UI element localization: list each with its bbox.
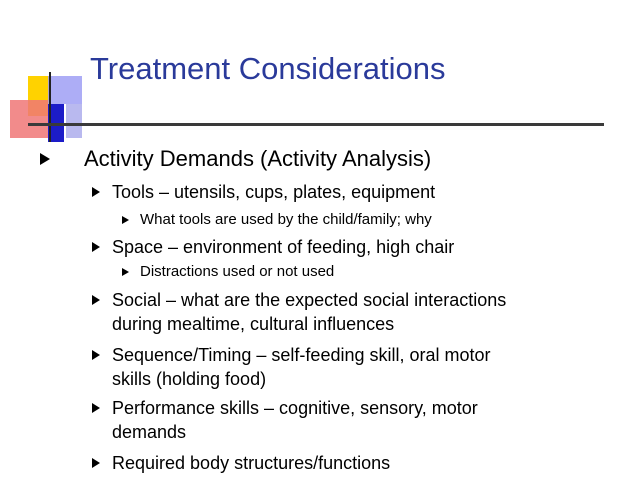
bullet-text: Required body structures/functions [112, 453, 391, 473]
bullet-text-line-2: skills (holding food) [112, 369, 267, 389]
bullet-text-line-1: Performance skills – cognitive, sensory, motor [112, 398, 478, 418]
bullet-icon [92, 295, 100, 305]
bullet-text: Activity Demands (Activity Analysis) [84, 146, 432, 171]
decorative-lavender-bar [66, 104, 82, 138]
bullet-text: Tools – utensils, cups, plates, equipment [112, 182, 436, 202]
bullet-icon [92, 458, 100, 468]
bullet-icon [92, 403, 100, 413]
bullet-icon [92, 242, 100, 252]
bullet-icon [40, 153, 50, 165]
bullet-text-line-1: Sequence/Timing – self-feeding skill, oral motor [112, 345, 491, 365]
bullet-icon [92, 350, 100, 360]
decorative-vertical-line [49, 72, 51, 142]
decorative-red-square [10, 100, 48, 138]
title-underline [28, 123, 604, 126]
bullet-icon [122, 216, 129, 224]
bullet-text-line-2: during mealtime, cultural influences [112, 314, 395, 334]
bullet-icon [92, 187, 100, 197]
bullet-text-line-2: demands [112, 422, 187, 442]
slide-title: Treatment Considerations [90, 51, 446, 86]
bullet-icon [122, 268, 129, 276]
bullet-text-line-1: Social – what are the expected social interactions [112, 290, 507, 310]
bullet-text: Distractions used or not used [140, 263, 335, 280]
bullet-text: Space – environment of feeding, high chair [112, 237, 455, 257]
decorative-light-blue-square [48, 76, 82, 104]
bullet-text: What tools are used by the child/family; why [140, 211, 432, 228]
